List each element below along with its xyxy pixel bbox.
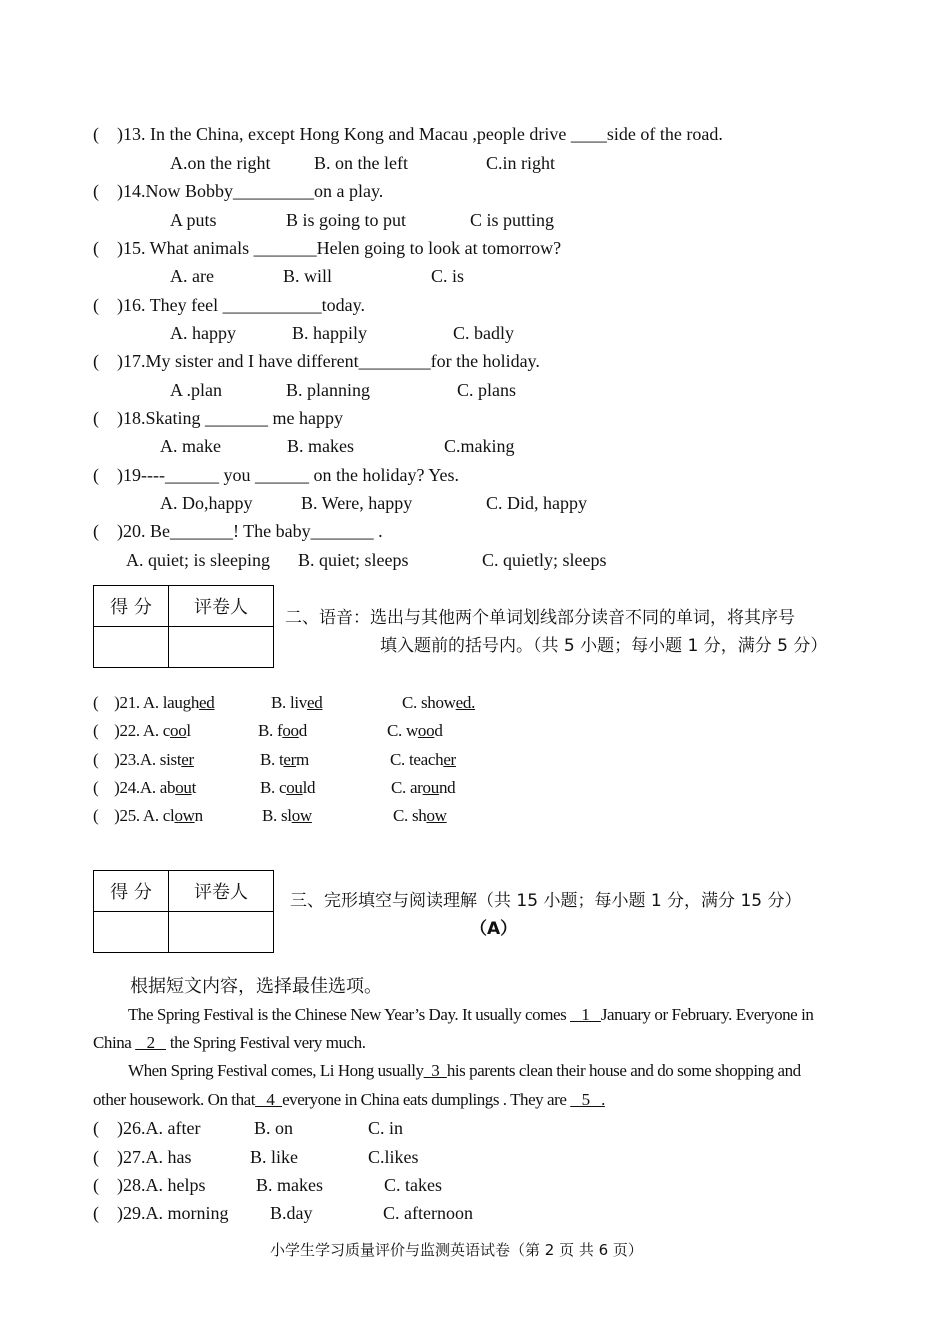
underlined-part: ou [286, 778, 303, 797]
score-box [93, 585, 274, 668]
word-a [159, 806, 203, 825]
passage-text: January or February. Everyone in [600, 1005, 814, 1024]
question-text: ( )13. In the China, except Hong Kong and Macau ,people drive ____side of the road. [93, 124, 723, 144]
option-c: C.likes [368, 1147, 419, 1167]
underlined-part: oo [170, 721, 187, 740]
word-part: d [298, 721, 307, 740]
option-b: B. will [283, 266, 333, 286]
blank-3[interactable]: 3 [423, 1061, 447, 1080]
section3-subtitle: （A） [470, 919, 518, 939]
option-b: B. on the left [314, 153, 408, 173]
option-b: B. makes [256, 1175, 323, 1195]
page-footer: 小学生学习质量评价与监测英语试卷（第 2 页 共 6 页） [270, 1241, 643, 1259]
blank-4[interactable]: 4 [255, 1090, 283, 1109]
question-text: ( )28.A. helps [93, 1175, 206, 1195]
word-part: B. liv [271, 693, 307, 712]
underlined-part: ou [422, 778, 439, 797]
underlined-part: ed [199, 693, 215, 712]
option-a: A.on the right [170, 153, 271, 173]
underlined-part: oo [417, 721, 435, 740]
underlined-part: er [283, 750, 296, 769]
passage-text: China [93, 1033, 136, 1052]
passage-text: everyone in China eats dumplings . They are [282, 1090, 571, 1109]
question-text: ( )20. Be_______! The baby_______ . [93, 521, 383, 541]
question-number: ( )22. A. [93, 721, 159, 740]
score-cell[interactable] [94, 627, 169, 668]
passage-text: The Spring Festival is the Chinese New Year’s Day. It usually comes [128, 1005, 571, 1024]
passage-text: When Spring Festival comes, Li Hong usually [128, 1061, 424, 1080]
word-b [260, 749, 309, 771]
option-b: B. on [254, 1118, 294, 1138]
question-text: ( )26.A. after [93, 1118, 201, 1138]
score-box [93, 870, 274, 953]
question-text: ( )17.My sister and I have different________for the holiday. [93, 351, 540, 371]
option-b: B. Were, happy [301, 493, 413, 513]
underlined-part: ou [175, 778, 192, 797]
score-header: 得 分 [94, 871, 169, 912]
word-c [391, 777, 455, 799]
option-c: C. afternoon [383, 1203, 473, 1223]
underlined-part: ow [291, 806, 312, 825]
word-part: C. sh [393, 806, 427, 825]
underlined-part: ow [174, 806, 195, 825]
word-part: ld [302, 778, 316, 797]
passage-line [93, 1032, 366, 1054]
question-number: ( )25. A. [93, 806, 159, 825]
passage-text: other housework. On that [93, 1090, 255, 1109]
grader-header: 评卷人 [169, 586, 274, 627]
passage-line [128, 1004, 813, 1026]
question-text: ( )27.A. has [93, 1147, 192, 1167]
word-part: n [194, 806, 203, 825]
word-part: d [434, 721, 443, 740]
word-a [159, 721, 191, 740]
word-part: C. teach [390, 750, 444, 769]
word-c [393, 805, 447, 827]
passage-line [93, 1089, 605, 1111]
option-b: B. happily [292, 323, 367, 343]
question-number: ( )23.A. [93, 750, 156, 769]
underlined-part: ow [426, 806, 447, 825]
score-cell[interactable] [94, 912, 169, 953]
question-text: ( )29.A. morning [93, 1203, 229, 1223]
word-c [402, 692, 475, 714]
option-a: A .plan [170, 380, 222, 400]
question-number: ( )21. A. [93, 693, 159, 712]
option-c: C.making [444, 436, 515, 456]
option-a: A. happy [170, 323, 236, 343]
option-c: C. in [368, 1118, 404, 1138]
word-c [390, 749, 456, 771]
option-c: C. is [431, 266, 465, 286]
word-b [262, 805, 312, 827]
underlined-part: oo [282, 721, 299, 740]
option-b: B. planning [286, 380, 370, 400]
option-b: B. quiet; sleeps [298, 550, 409, 570]
word-part: t [191, 778, 197, 797]
option-c: C. Did, happy [486, 493, 587, 513]
underlined-part: er [443, 750, 456, 769]
word-b [258, 720, 307, 742]
word-a [156, 750, 194, 769]
option-a: A. are [170, 266, 214, 286]
option-b: B is going to put [286, 210, 407, 230]
passage-text: the Spring Festival very much. [166, 1033, 366, 1052]
word-part: B. c [260, 778, 287, 797]
question-text: ( )16. They feel ___________today. [93, 295, 365, 315]
word-part: B. t [260, 750, 284, 769]
option-c: C. badly [453, 323, 514, 343]
word-part: B. sl [262, 806, 292, 825]
underlined-part: er [181, 750, 194, 769]
question-text: ( )18.Skating _______ me happy [93, 408, 343, 428]
grader-header: 评卷人 [169, 871, 274, 912]
word-c [387, 720, 443, 742]
word-part: c [158, 721, 171, 740]
blank-2[interactable]: 2 [135, 1033, 167, 1052]
section2-title: 二、语音：选出与其他两个单词划线部分读音不同的单词，将其序号 [285, 608, 795, 628]
option-c: C. takes [384, 1175, 442, 1195]
passage-line [128, 1060, 801, 1082]
underlined-part: ed. [455, 693, 476, 712]
word-part: m [295, 750, 309, 769]
option-c: C. plans [457, 380, 517, 400]
word-a [159, 693, 215, 712]
word-b [271, 692, 322, 714]
option-a: A. Do,happy [160, 493, 253, 513]
option-a: A. quiet; is sleeping [126, 550, 270, 570]
word-b [260, 777, 315, 799]
underlined-part: ed [307, 693, 323, 712]
option-b: B. like [250, 1147, 298, 1167]
word-part: sist [155, 750, 182, 769]
option-b: B. makes [287, 436, 354, 456]
question-text: ( )15. What animals _______Helen going to look at tomorrow? [93, 238, 562, 258]
question-text: ( )19----______ you ______ on the holiday? Yes. [93, 465, 459, 485]
grader-cell[interactable] [169, 912, 274, 953]
question-text: ( )14.Now Bobby_________on a play. [93, 181, 384, 201]
word-part: C. w [387, 721, 418, 740]
word-part: B. f [258, 721, 283, 740]
word-a [156, 778, 196, 797]
word-part: ab [155, 778, 176, 797]
blank-1[interactable]: 1 [570, 1005, 601, 1024]
section3-instruction: 根据短文内容，选择最佳选项。 [130, 976, 382, 997]
option-c: C. quietly; sleeps [482, 550, 607, 570]
section2-title-cont: 填入题前的括号内。（共 5 小题；每小题 1 分，满分 5 分） [380, 636, 828, 656]
word-part: nd [438, 778, 456, 797]
option-a: A. make [160, 436, 221, 456]
option-c: C is putting [470, 210, 555, 230]
score-header: 得 分 [94, 586, 169, 627]
word-part: C. show [402, 693, 456, 712]
option-a: A puts [170, 210, 217, 230]
option-c: C.in right [486, 153, 556, 173]
word-part: C. ar [391, 778, 423, 797]
section3-title: 三、完形填空与阅读理解（共 15 小题；每小题 1 分，满分 15 分） [290, 891, 802, 911]
option-b: B.day [270, 1203, 313, 1223]
blank-5[interactable]: 5 . [570, 1090, 605, 1109]
question-number: ( )24.A. [93, 778, 156, 797]
word-part: cl [158, 806, 175, 825]
word-part: laugh [158, 693, 200, 712]
passage-text: his parents clean their house and do some shopping and [446, 1061, 801, 1080]
grader-cell[interactable] [169, 627, 274, 668]
word-part: l [186, 721, 191, 740]
